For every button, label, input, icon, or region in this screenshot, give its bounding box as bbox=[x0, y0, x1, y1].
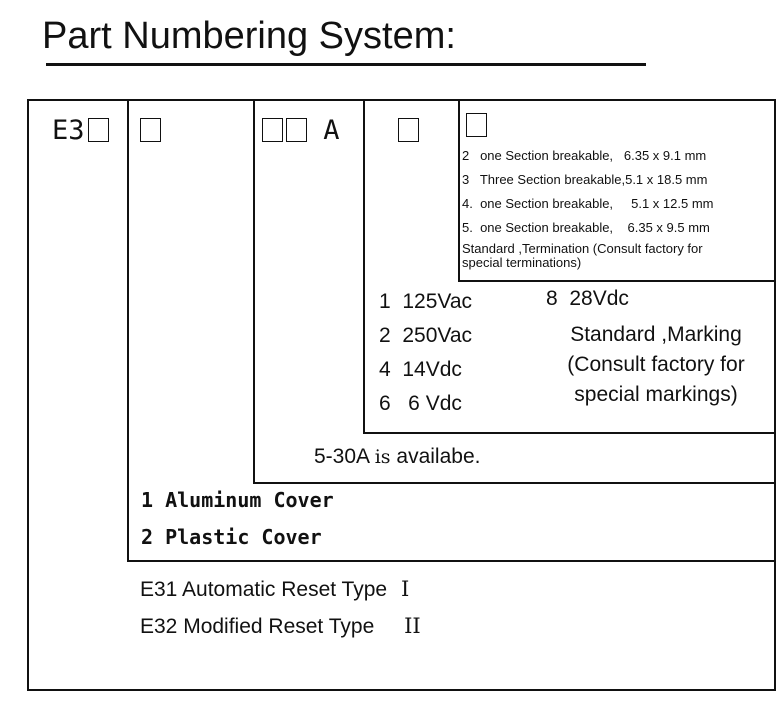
reset-item bbox=[140, 576, 421, 603]
marking-line: (Consult factory for bbox=[567, 353, 745, 376]
code-slot-reset bbox=[88, 118, 109, 142]
code-current bbox=[262, 115, 340, 147]
cover-item: 1 Aluminum Cover bbox=[141, 488, 334, 512]
voltage-item-8: 8 28Vdc bbox=[546, 287, 629, 310]
code-slot-cover bbox=[140, 118, 161, 142]
voltage-item: 4 14Vdc bbox=[379, 358, 462, 381]
code-slot-voltage bbox=[398, 118, 419, 142]
reset-item bbox=[140, 613, 421, 640]
code-slot-current-2 bbox=[286, 118, 307, 142]
voltage-item: 1 125Vac bbox=[379, 290, 473, 313]
reset-label: E31 Automatic Reset Type bbox=[140, 578, 388, 601]
marking-line: special markings) bbox=[574, 383, 738, 406]
marking-note bbox=[540, 320, 772, 410]
code-prefix-text: E3 bbox=[52, 115, 85, 146]
current-note bbox=[314, 443, 480, 471]
code-cover bbox=[140, 115, 161, 147]
reset-label: E32 Modified Reset Type bbox=[140, 615, 375, 638]
reset-roman: II bbox=[404, 614, 421, 638]
code-termination bbox=[466, 110, 487, 142]
termination-option: 5. one Section breakable, 6.35 x 9.5 mm bbox=[462, 220, 710, 235]
termination-list bbox=[462, 148, 713, 270]
code-slot-termination bbox=[466, 113, 487, 137]
code-voltage bbox=[398, 115, 419, 147]
voltage-item: 2 250Vac bbox=[379, 324, 473, 347]
voltage-list bbox=[379, 288, 472, 417]
code-suffix-text: A bbox=[323, 115, 340, 146]
title-underline bbox=[46, 63, 646, 66]
marking-line: Standard ,Marking bbox=[570, 323, 742, 346]
termination-note: special terminations) bbox=[462, 255, 582, 270]
termination-option: 2 one Section breakable, 6.35 x 9.1 mm bbox=[462, 148, 707, 163]
termination-option: 4. one Section breakable, 5.1 x 12.5 mm bbox=[462, 196, 714, 211]
termination-option: 3 Three Section breakable,5.1 x 18.5 mm bbox=[462, 172, 708, 187]
code-slot-current-1 bbox=[262, 118, 283, 142]
termination-note: Standard ,Termination (Consult factory for bbox=[462, 241, 703, 256]
page-title: Part Numbering System: bbox=[42, 15, 456, 57]
current-is: is bbox=[374, 446, 391, 468]
code-prefix bbox=[52, 115, 109, 147]
reset-list bbox=[140, 576, 421, 640]
voltage-item: 6 6 Vdc bbox=[379, 392, 462, 415]
current-suffix: availabe. bbox=[396, 445, 481, 468]
cover-list bbox=[141, 487, 334, 551]
current-prefix: 5-30A bbox=[314, 445, 369, 468]
reset-roman: I bbox=[400, 577, 410, 601]
cover-item: 2 Plastic Cover bbox=[141, 525, 322, 549]
